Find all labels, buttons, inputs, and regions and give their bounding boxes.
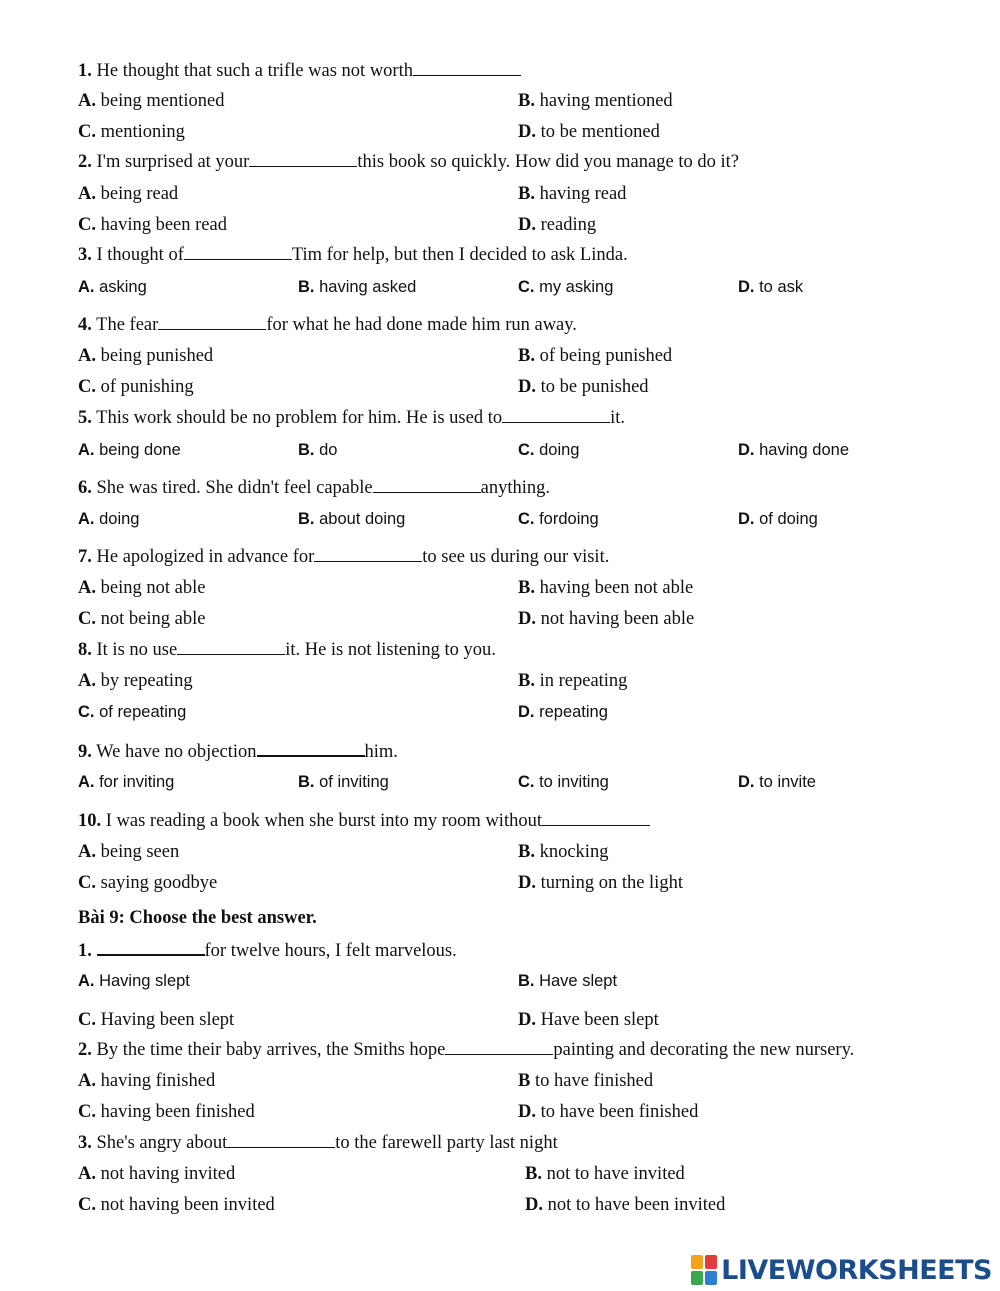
option-text: knocking	[539, 842, 609, 862]
option-letter: A.	[78, 441, 95, 459]
option-text: Have been slept	[540, 1010, 659, 1030]
option-text: of repeating	[99, 703, 187, 721]
answer-blank[interactable]	[542, 809, 650, 826]
question-number: 9.	[78, 742, 92, 762]
answer-option[interactable]	[518, 969, 617, 993]
question-stem	[78, 809, 650, 833]
option-text: not having been invited	[100, 1195, 275, 1215]
option-text: Having been slept	[100, 1010, 235, 1030]
question-number: 8.	[78, 640, 92, 660]
option-letter: B.	[518, 671, 535, 691]
option-letter: D.	[518, 1010, 536, 1030]
answer-option[interactable]	[518, 438, 579, 462]
answer-option[interactable]	[78, 969, 190, 993]
question-number: 7.	[78, 547, 92, 567]
option-text: having mentioned	[539, 91, 673, 111]
option-text: repeating	[539, 703, 608, 721]
liveworksheets-logo	[691, 1252, 992, 1288]
question-text-after: for what he had done made him run away.	[266, 315, 577, 335]
question-text-before: I was reading a book when she burst into my room without	[105, 811, 542, 831]
answer-option[interactable]	[78, 700, 186, 724]
question-text-before: She was tired. She didn't feel capable	[96, 478, 373, 498]
option-letter: D.	[518, 703, 535, 721]
answer-option[interactable]	[78, 344, 213, 368]
option-letter: D.	[518, 609, 536, 629]
answer-option[interactable]	[738, 438, 849, 462]
question-text-after: it.	[610, 408, 626, 428]
option-text: being punished	[100, 346, 214, 366]
liveworksheets-logo-icon	[691, 1255, 717, 1285]
option-text: reading	[540, 215, 597, 235]
option-letter: D.	[525, 1195, 543, 1215]
answer-option[interactable]	[738, 275, 803, 299]
question-text-before: We have no objection	[96, 742, 257, 762]
question-number: 4.	[78, 315, 92, 335]
option-text: being seen	[100, 842, 180, 862]
option-letter: B.	[518, 972, 535, 990]
question-stem	[78, 313, 577, 337]
question-text-after: for twelve hours, I felt marvelous.	[204, 941, 457, 961]
answer-option[interactable]	[78, 669, 193, 693]
answer-option[interactable]	[298, 770, 389, 794]
answer-option[interactable]	[78, 120, 185, 144]
liveworksheets-wordmark: LIVEWORKSHEETS	[721, 1254, 992, 1286]
option-letter: B.	[298, 510, 315, 528]
answer-option[interactable]	[298, 507, 405, 531]
question-stem	[78, 243, 628, 267]
option-text: doing	[539, 441, 580, 459]
answer-option[interactable]	[525, 1193, 725, 1217]
question-text-after: to the farewell party last night	[335, 1133, 558, 1153]
option-text: being not able	[100, 578, 206, 598]
answer-option[interactable]	[78, 1162, 235, 1186]
option-text: being done	[99, 441, 181, 459]
answer-option[interactable]	[78, 375, 194, 399]
option-letter: C.	[518, 278, 535, 296]
option-letter: A.	[78, 578, 96, 598]
option-letter: A.	[78, 972, 95, 990]
section-heading: Bài 9: Choose the best answer.	[78, 908, 317, 928]
option-text: of inviting	[319, 773, 389, 791]
question-text-before: He apologized in advance for	[96, 547, 315, 567]
option-text: not having invited	[100, 1164, 236, 1184]
option-text: to have been finished	[540, 1102, 699, 1122]
option-letter: C.	[78, 873, 96, 893]
option-text: fordoing	[539, 510, 599, 528]
question-number: 1.	[78, 61, 92, 81]
question-text-after: to see us during our visit.	[422, 547, 610, 567]
option-text: saying goodbye	[100, 873, 218, 893]
answer-option[interactable]	[78, 507, 139, 531]
option-text: my asking	[539, 278, 614, 296]
answer-option[interactable]	[518, 770, 609, 794]
option-text: to be punished	[540, 377, 649, 397]
question-number: 10.	[78, 811, 102, 831]
option-text: being read	[100, 184, 179, 204]
option-text: to invite	[759, 773, 816, 791]
option-letter: A.	[78, 773, 95, 791]
option-text: Have slept	[539, 972, 618, 990]
answer-blank[interactable]	[445, 1038, 553, 1055]
question-text-after: anything.	[480, 478, 550, 498]
option-letter: D.	[738, 278, 755, 296]
question-text-before: He thought that such a trifle was not worth	[96, 61, 413, 81]
option-text: of being punished	[539, 346, 673, 366]
question-stem	[78, 545, 609, 569]
option-text: in repeating	[539, 671, 628, 691]
option-letter: C.	[518, 510, 535, 528]
answer-blank[interactable]	[502, 406, 610, 423]
question-number: 6.	[78, 478, 92, 498]
option-letter: C.	[78, 609, 96, 629]
option-letter: B.	[298, 773, 315, 791]
option-letter: C.	[78, 1102, 96, 1122]
question-text-after: him.	[364, 742, 398, 762]
answer-blank[interactable]	[158, 313, 266, 330]
question-text-after: Tim for help, but then I decided to ask Linda.	[291, 245, 628, 265]
answer-blank[interactable]	[413, 59, 521, 76]
answer-blank[interactable]	[184, 243, 292, 260]
option-text: to ask	[759, 278, 804, 296]
option-text: having read	[539, 184, 627, 204]
answer-option[interactable]	[78, 1069, 215, 1093]
question-number: 3.	[78, 245, 92, 265]
option-text: having been finished	[100, 1102, 255, 1122]
answer-option[interactable]	[78, 576, 205, 600]
option-text: to inviting	[539, 773, 609, 791]
answer-option[interactable]	[518, 182, 626, 206]
answer-blank[interactable]	[314, 545, 422, 562]
question-number: 2.	[78, 152, 92, 172]
option-text: turning on the light	[540, 873, 683, 893]
answer-option[interactable]	[738, 770, 816, 794]
option-letter: A.	[78, 1071, 96, 1091]
answer-option[interactable]	[518, 375, 649, 399]
answer-option[interactable]	[518, 1069, 653, 1093]
answer-option[interactable]	[78, 213, 227, 237]
option-text: not having been able	[540, 609, 695, 629]
option-text: being mentioned	[100, 91, 225, 111]
option-text: for inviting	[99, 773, 175, 791]
answer-option[interactable]	[78, 275, 147, 299]
question-stem	[78, 406, 625, 430]
question-text-before: By the time their baby arrives, the Smiths hope	[96, 1040, 446, 1060]
option-text: of punishing	[100, 377, 194, 397]
option-text: not being able	[100, 609, 206, 629]
question-text-after: it. He is not listening to you.	[285, 640, 496, 660]
option-letter: D.	[738, 773, 755, 791]
option-letter: C.	[78, 703, 95, 721]
option-text: not to have invited	[546, 1164, 685, 1184]
answer-option[interactable]	[78, 607, 205, 631]
option-text: do	[319, 441, 338, 459]
question-number: 1.	[78, 941, 92, 961]
question-text-before: This work should be no problem for him. He is used to	[96, 408, 503, 428]
option-letter: B.	[518, 842, 535, 862]
option-letter: D.	[518, 873, 536, 893]
option-text: having been read	[100, 215, 227, 235]
answer-blank[interactable]	[373, 476, 481, 493]
option-text: having been not able	[539, 578, 694, 598]
answer-option[interactable]	[518, 507, 599, 531]
option-letter: D.	[518, 215, 536, 235]
option-text: Having slept	[99, 972, 190, 990]
option-letter: D.	[738, 510, 755, 528]
option-letter: B.	[298, 278, 315, 296]
answer-option[interactable]	[78, 871, 217, 895]
option-text: having finished	[100, 1071, 216, 1091]
option-letter: B.	[525, 1164, 542, 1184]
option-text: mentioning	[100, 122, 185, 142]
answer-option[interactable]	[78, 1100, 255, 1124]
option-text: not to have been invited	[547, 1195, 726, 1215]
option-letter: B.	[518, 184, 535, 204]
answer-blank[interactable]	[97, 938, 205, 956]
question-stem	[78, 476, 550, 500]
option-text: to have finished	[534, 1071, 654, 1091]
option-text: doing	[99, 510, 140, 528]
option-letter: D.	[738, 441, 755, 459]
option-text: about doing	[319, 510, 406, 528]
option-letter: C.	[78, 122, 96, 142]
question-stem	[78, 1131, 558, 1155]
answer-option[interactable]	[78, 770, 174, 794]
option-letter: D.	[518, 377, 536, 397]
question-text-before: The fear	[96, 315, 159, 335]
option-text: by repeating	[100, 671, 193, 691]
option-letter: A.	[78, 278, 95, 296]
option-letter: B	[518, 1071, 531, 1091]
question-number: 3.	[78, 1133, 92, 1153]
question-stem	[78, 938, 457, 962]
answer-option[interactable]	[518, 607, 694, 631]
answer-option[interactable]	[78, 1193, 275, 1217]
answer-option[interactable]	[518, 120, 660, 144]
answer-option[interactable]	[518, 669, 627, 693]
answer-blank[interactable]	[249, 150, 357, 167]
answer-blank[interactable]	[227, 1131, 335, 1148]
option-letter: D.	[518, 1102, 536, 1122]
answer-option[interactable]	[78, 840, 179, 864]
question-number: 5.	[78, 408, 92, 428]
question-stem	[78, 1038, 854, 1062]
answer-option[interactable]	[78, 182, 178, 206]
answer-option[interactable]	[78, 438, 181, 462]
option-letter: A.	[78, 510, 95, 528]
option-letter: A.	[78, 1164, 96, 1184]
answer-option[interactable]	[518, 700, 608, 724]
option-letter: A.	[78, 842, 96, 862]
answer-blank[interactable]	[177, 638, 285, 655]
answer-option[interactable]	[518, 344, 672, 368]
option-letter: B.	[298, 441, 315, 459]
question-stem	[78, 150, 739, 174]
answer-option[interactable]	[518, 576, 693, 600]
option-letter: C.	[518, 773, 535, 791]
question-number: 2.	[78, 1040, 92, 1060]
answer-option[interactable]	[525, 1162, 685, 1186]
option-text: asking	[99, 278, 147, 296]
answer-option[interactable]	[78, 89, 224, 113]
answer-option[interactable]	[518, 1100, 698, 1124]
option-letter: C.	[78, 1010, 96, 1030]
answer-option[interactable]	[518, 275, 613, 299]
answer-option[interactable]	[738, 507, 818, 531]
option-letter: C.	[78, 377, 96, 397]
question-text-before: It is no use	[96, 640, 178, 660]
option-letter: A.	[78, 346, 96, 366]
option-letter: C.	[518, 441, 535, 459]
answer-option[interactable]	[518, 89, 673, 113]
option-letter: D.	[518, 122, 536, 142]
question-stem	[78, 739, 398, 763]
answer-option[interactable]	[78, 1008, 234, 1032]
answer-option[interactable]	[518, 1008, 659, 1032]
option-letter: A.	[78, 91, 96, 111]
option-letter: A.	[78, 671, 96, 691]
answer-blank[interactable]	[257, 739, 365, 757]
option-text: of doing	[759, 510, 818, 528]
answer-option[interactable]	[518, 840, 608, 864]
question-stem	[78, 638, 496, 662]
option-letter: C.	[78, 1195, 96, 1215]
answer-option[interactable]	[518, 213, 596, 237]
option-letter: C.	[78, 215, 96, 235]
option-text: having done	[759, 441, 850, 459]
question-text-before: I thought of	[96, 245, 184, 265]
question-text-after: painting and decorating the new nursery.	[553, 1040, 855, 1060]
question-text-after: this book so quickly. How did you manage to do it?	[357, 152, 739, 172]
question-text-before: I'm surprised at your	[96, 152, 250, 172]
option-text: to be mentioned	[540, 122, 660, 142]
question-text-before: She's angry about	[96, 1133, 228, 1153]
answer-option[interactable]	[298, 275, 416, 299]
answer-option[interactable]	[298, 438, 337, 462]
option-letter: B.	[518, 346, 535, 366]
answer-option[interactable]	[518, 871, 683, 895]
option-text: having asked	[319, 278, 417, 296]
option-letter: A.	[78, 184, 96, 204]
question-stem	[78, 59, 521, 83]
option-letter: B.	[518, 578, 535, 598]
option-letter: B.	[518, 91, 535, 111]
